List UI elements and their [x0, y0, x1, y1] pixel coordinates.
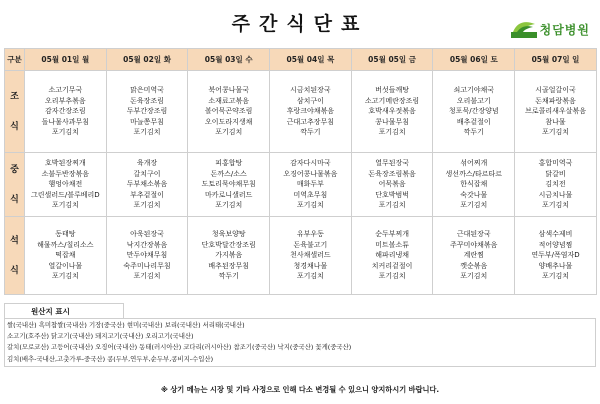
meal-label-char: 석 [10, 235, 19, 246]
menu-item: 포기김치 [133, 201, 161, 210]
menu-item: 낙지간장볶음 [126, 240, 168, 249]
menu-item: 청포묵/간장양념 [448, 107, 499, 116]
menu-item: 근대된장국 [456, 230, 491, 239]
origin-line: 김치(배추-국내산,고춧가루-중국산) 콩(두부,연두부,순두부,콩비지-수입산) [7, 354, 214, 363]
menu-item: 부추겉절이 [130, 190, 164, 199]
menu-item: 포기김치 [51, 272, 79, 281]
origin-body [4, 318, 596, 367]
menu-item: 오징어콩나물볶음 [283, 169, 338, 178]
menu-item: 맑은미역국 [130, 86, 164, 95]
menu-item: 호박된장찌개 [45, 159, 86, 168]
menu-cell [270, 153, 352, 217]
menu-item: 육개장 [136, 159, 158, 168]
menu-item: 삼색수제비 [538, 230, 573, 239]
menu-item: 포기김치 [378, 201, 406, 210]
menu-cell [433, 217, 515, 295]
menu-item: 소불두반장볶음 [41, 169, 90, 178]
menu-item: 포기김치 [541, 128, 570, 137]
menu-item: 만두야채무침 [126, 251, 168, 260]
day-header: 05월 05일 금 [351, 49, 433, 71]
hospital-logo [511, 20, 590, 38]
menu-item: 근대고추장무침 [286, 117, 335, 126]
menu-item: 단호박범벅 [375, 190, 409, 199]
menu-item: 돈육장조림볶음 [368, 169, 416, 178]
menu-item: 시골얼갈이국 [535, 86, 576, 95]
menu-cell [351, 217, 433, 295]
menu-item: 연두부/폭염자D [531, 251, 580, 260]
menu-item: 포기김치 [51, 128, 79, 137]
meal-label-char: 중 [10, 164, 19, 175]
menu-item: 배추된장무침 [208, 261, 249, 270]
menu-item: 쇠고기야채국 [453, 86, 495, 95]
menu-item: 배추겉절이 [456, 117, 491, 126]
menu-item: 포기김치 [215, 128, 243, 137]
menu-item: 두부채소볶음 [126, 180, 168, 189]
menu-item: 깍두기 [300, 128, 321, 137]
menu-item: 돌나물사과무침 [41, 117, 90, 126]
origin-section [4, 303, 596, 367]
menu-item: 포기김치 [460, 272, 488, 281]
menu-item: 돈육장조림 [130, 96, 164, 105]
menu-cell [25, 153, 107, 217]
corner-label: 구분 [5, 49, 25, 71]
menu-item: 깍두기 [463, 128, 484, 137]
menu-cell [351, 153, 433, 217]
meal-label-char: 식 [10, 194, 19, 205]
menu-item: 시금치나물 [538, 190, 573, 199]
origin-line: 소고기(호주산) 닭고기(국내산) 돼지고기(국내산) 오리고기(국내산) [7, 332, 194, 341]
menu-item: 떡잡채 [55, 251, 76, 260]
menu-item: 참나물 [545, 117, 566, 126]
menu-item: 브로콜리새우살볶음 [525, 107, 586, 116]
menu-item: 오리불고기 [456, 96, 491, 105]
day-header: 05월 07일 일 [515, 49, 597, 71]
menu-item: 포기김치 [133, 128, 161, 137]
menu-cell [515, 153, 597, 217]
day-header: 05월 04일 목 [270, 49, 352, 71]
menu-item: 볼어묵곤약조림 [205, 107, 253, 116]
menu-item: 갈치구이 [133, 169, 161, 178]
weekly-menu-table [4, 48, 597, 295]
menu-item: 감자다시마국 [290, 159, 331, 168]
menu-item: 숙갓나물 [460, 190, 488, 199]
menu-item: 후랑크야채볶음 [286, 107, 335, 116]
page-header [0, 0, 600, 48]
meal-label-char: 식 [10, 121, 19, 132]
menu-cell [106, 153, 188, 217]
menu-item: 삼치구이 [296, 96, 324, 105]
menu-item: 오리부추볶음 [45, 96, 86, 105]
menu-item: 해파리냉채 [375, 251, 409, 260]
menu-item: 양배추나물 [538, 261, 573, 270]
menu-item: 한식잡채 [460, 180, 488, 189]
menu-item: 콩나물무침 [375, 117, 409, 126]
menu-item: 열갈이나물 [48, 261, 83, 270]
menu-item: 포기김치 [296, 201, 324, 210]
day-header: 05월 01일 월 [25, 49, 107, 71]
menu-item: 미트볼소튜 [375, 240, 409, 249]
menu-cell [433, 153, 515, 217]
menu-item: 홍합미역국 [538, 159, 573, 168]
menu-item: 그린샐러드/블루베리D [31, 190, 100, 199]
menu-item: 닭갈비 [545, 169, 566, 178]
menu-item: 열무된장국 [375, 159, 409, 168]
menu-item: 피홍합탕 [215, 159, 243, 168]
menu-item: 깍두기 [218, 272, 239, 281]
menu-item: 주꾸미야채볶음 [450, 240, 498, 249]
menu-item: 동태탕 [55, 230, 76, 239]
meal-row [5, 153, 597, 217]
menu-item: 포기김치 [541, 272, 570, 281]
origin-line: 갈치(모로코산) 고등어(국내산) 오징어(국내산) 동태(러시아산) 코다리(러시아산) 참조기(중국산) 낙지(중국산) 꽃게(중국산) [7, 343, 352, 352]
menu-item: 북어콩나물국 [208, 86, 249, 95]
meal-label [5, 217, 25, 295]
menu-item: 돈까스/소스 [210, 169, 247, 178]
day-header: 05월 02일 화 [106, 49, 188, 71]
menu-item: 포기김치 [541, 201, 570, 210]
menu-cell [351, 71, 433, 153]
menu-cell [515, 217, 597, 295]
menu-item: 가지볶음 [215, 251, 243, 260]
menu-cell [188, 153, 270, 217]
meal-label-char: 조 [10, 91, 19, 102]
menu-item: 천사채샐러드 [290, 251, 331, 260]
menu-item: 포기김치 [133, 272, 161, 281]
menu-item: 깻순볶음 [460, 261, 488, 270]
menu-item: 도토리묵야채무침 [201, 180, 256, 189]
day-header: 05월 06일 토 [433, 49, 515, 71]
menu-item: 섞어찌개 [460, 159, 488, 168]
day-header-row [5, 49, 597, 71]
menu-item: 적어양념찜 [538, 240, 573, 249]
menu-item: 소고기무국 [48, 86, 83, 95]
menu-item: 오이도라지생채 [205, 117, 253, 126]
menu-item: 포기김치 [296, 272, 324, 281]
origin-title: 원산지 표시 [4, 303, 124, 318]
menu-item: 돈육불고기 [293, 240, 328, 249]
menu-item: 김치전 [545, 180, 566, 189]
menu-item: 포기김치 [51, 201, 79, 210]
menu-item: 포기김치 [215, 201, 243, 210]
menu-item: 청육보양탕 [211, 230, 246, 239]
menu-item: 버섯들깨탕 [375, 86, 409, 95]
meal-label-char: 식 [10, 265, 19, 276]
menu-item: 유부우동 [296, 230, 324, 239]
menu-item: 호박새우젓볶음 [368, 107, 416, 116]
menu-cell [515, 71, 597, 153]
menu-cell [188, 71, 270, 153]
menu-item: 순두부찌개 [375, 230, 409, 239]
menu-cell [25, 71, 107, 153]
menu-cell [188, 217, 270, 295]
meal-row [5, 71, 597, 153]
menu-cell [106, 217, 188, 295]
menu-cell [270, 71, 352, 153]
menu-item: 시금치된장국 [290, 86, 331, 95]
menu-cell [106, 71, 188, 153]
menu-item: 소고기메란장조림 [365, 96, 420, 105]
menu-cell [433, 71, 515, 153]
menu-item: 포기김치 [460, 201, 488, 210]
menu-item: 마카로니샐러드 [205, 190, 253, 199]
menu-item: 아욱된장국 [130, 230, 164, 239]
origin-line: 쌀(국내산) 흑미찹쌀(국내산) 기장(중국산) 현미(국내산) 보리(국내산) 서리태(국내산) [7, 321, 245, 329]
menu-cell [270, 217, 352, 295]
menu-item: 단호박달간장조림 [201, 240, 256, 249]
meal-label [5, 153, 25, 217]
menu-item: 포기김치 [378, 272, 406, 281]
menu-item: 숙주미나리무침 [123, 261, 171, 270]
menu-item: 치커리겉절이 [371, 261, 413, 270]
menu-item: 두부간장조림 [126, 107, 168, 116]
menu-cell [25, 217, 107, 295]
meal-label [5, 71, 25, 153]
menu-item: 청경채나물 [293, 261, 328, 270]
menu-item: 돈채파랑볶음 [535, 96, 576, 105]
menu-item: 해물까스/칠리소스 [37, 240, 94, 249]
menu-item: 햄엉아채전 [48, 180, 83, 189]
menu-item: 미역초무침 [293, 190, 328, 199]
logo-text: 청담병원 [539, 22, 590, 37]
menu-item: 어묵볶음 [378, 180, 406, 189]
page-title: 주간식단표 [231, 13, 369, 35]
menu-item: 생선까스/타르타르 [445, 169, 503, 178]
menu-item: 감자간장조림 [45, 107, 86, 116]
menu-item: 소재료고볶음 [208, 96, 249, 105]
day-header: 05월 03일 수 [188, 49, 270, 71]
menu-item: 매화두부 [296, 180, 324, 189]
change-notice: ※ 상기 메뉴는 시장 및 기타 사정으로 인해 다소 변경될 수 있으니 양지하시기 바랍니다. [160, 385, 440, 394]
menu-item: 계란찜 [463, 251, 484, 260]
meal-row [5, 217, 597, 295]
menu-item: 마늘쫑무침 [130, 117, 164, 126]
logo-mark-icon [511, 20, 537, 38]
menu-body [5, 71, 597, 295]
menu-item: 포기김치 [378, 128, 406, 137]
